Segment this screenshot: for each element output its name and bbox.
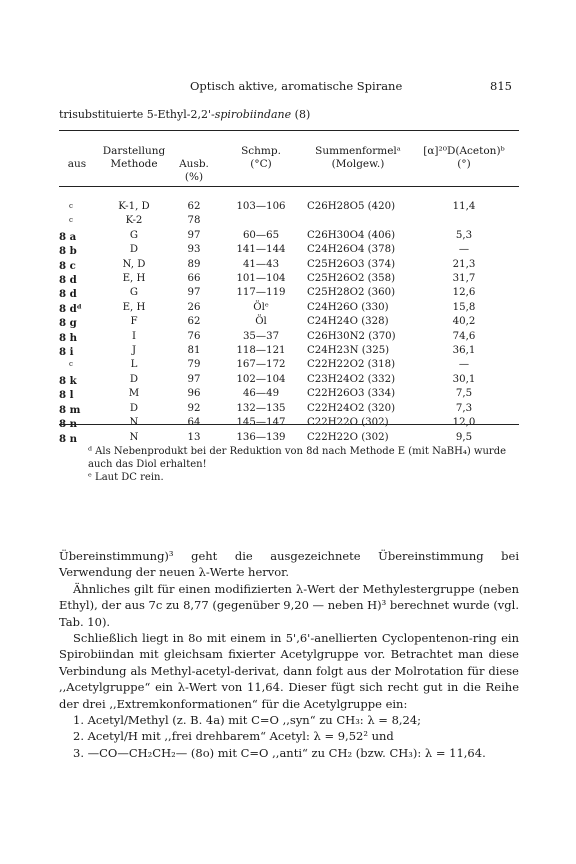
cell-schmp: 136—139 bbox=[236, 431, 286, 443]
table-row bbox=[59, 214, 519, 228]
cell-ausb: 78 bbox=[187, 215, 201, 227]
cell-aus bbox=[59, 272, 95, 286]
cell-ausb: 92 bbox=[187, 402, 201, 414]
cell-formel: C26H30O4 (406) bbox=[307, 229, 396, 241]
col-header-formel-line1: Summenformelᵃ bbox=[315, 145, 401, 157]
paragraph: Schließlich liegt in 8o mit einem in 5',6'-anellierten Cyclopentenon-ring ein Spirobiindan mit gleichsam fixierter Acetylgruppe vor. Betrachtet man diese Verbindung als Methyl-acetyl-derivat, dann folgt aus der Molrotation für diese ,,Acetylgruppe“ ein λ-Wert von 11,64. Dieser fügt sich recht gut in die Reihe der drei ,,Extremkonformationen“ für die Acetylgruppe ein: bbox=[59, 631, 519, 711]
table-row bbox=[59, 344, 519, 358]
cell-methode: M bbox=[128, 388, 140, 400]
table-row bbox=[59, 330, 519, 344]
cell-aus-value: 8 dᵈ bbox=[59, 302, 82, 315]
cell-aus bbox=[59, 258, 95, 272]
cell-formel: C24H26O (330) bbox=[307, 301, 389, 313]
col-header-darstellung bbox=[95, 145, 173, 171]
cell-aus-value: 8 m bbox=[59, 403, 81, 416]
cell-aus bbox=[59, 373, 95, 387]
cell-schmp: 41—43 bbox=[242, 258, 280, 270]
cell-formel bbox=[307, 214, 409, 228]
cell-methode: G bbox=[129, 229, 139, 241]
cell-ausb: 96 bbox=[187, 388, 201, 400]
cell-aus-mark bbox=[77, 332, 87, 340]
cell-aus bbox=[59, 301, 95, 315]
cell-alpha: 5,3 bbox=[455, 229, 473, 241]
cell-schmp: 101—104 bbox=[236, 273, 286, 285]
cell-aus bbox=[59, 286, 95, 300]
cell-methode: I bbox=[131, 330, 137, 342]
cell-methode: N, D bbox=[122, 258, 146, 270]
cell-methode: D bbox=[129, 402, 139, 414]
table-body bbox=[59, 200, 519, 445]
cell-aus-value: 8 n bbox=[59, 432, 78, 445]
cell-aus bbox=[59, 431, 95, 445]
table-row bbox=[59, 431, 519, 445]
cell-aus-mark bbox=[74, 346, 84, 354]
cell-aus-value: 8 d bbox=[59, 288, 77, 301]
col-header-formel bbox=[307, 145, 409, 171]
cell-ausb: 62 bbox=[187, 316, 201, 328]
table-row bbox=[59, 229, 519, 243]
cell-schmp: 141—144 bbox=[236, 244, 286, 256]
cell-alpha: — bbox=[458, 244, 470, 256]
col-header-formel-line2: (Molgew.) bbox=[331, 158, 385, 170]
table-row bbox=[59, 258, 519, 272]
cell-formel: C25H26O3 (374) bbox=[307, 258, 396, 270]
cell-methode: N bbox=[129, 431, 139, 443]
cell-aus-mark bbox=[74, 389, 84, 397]
cell-schmp: 117—119 bbox=[236, 287, 286, 299]
col-header-alpha-line2: (°) bbox=[457, 158, 471, 170]
cell-formel: C24H24O (328) bbox=[307, 316, 389, 328]
cell-ausb: 26 bbox=[187, 301, 201, 313]
table-row bbox=[59, 243, 519, 257]
cell-aus bbox=[59, 330, 95, 344]
cell-schmp: 35—37 bbox=[242, 330, 280, 342]
cell-methode: G bbox=[129, 287, 139, 299]
cell-ausb: 97 bbox=[187, 373, 201, 385]
col-header-darstellung-line1: Darstellung bbox=[102, 145, 166, 157]
cell-methode: E, H bbox=[122, 301, 146, 313]
cell-ausb: 79 bbox=[187, 359, 201, 371]
cell-aus bbox=[59, 243, 95, 257]
cell-alpha: 15,8 bbox=[452, 301, 476, 313]
cell-schmp: 132—135 bbox=[236, 402, 286, 414]
cell-methode: K-1, D bbox=[118, 201, 150, 212]
cell-formel: C22H22O (302) bbox=[307, 417, 389, 429]
cell-methode: D bbox=[129, 244, 139, 256]
table-header-rule bbox=[59, 186, 519, 187]
cell-schmp: Ölᵉ bbox=[253, 301, 269, 313]
col-header-schmp bbox=[215, 145, 307, 171]
cell-alpha: 40,2 bbox=[452, 316, 476, 328]
table-bottom-rule bbox=[59, 424, 519, 425]
cell-alpha: 9,5 bbox=[455, 431, 473, 443]
cell-aus bbox=[59, 229, 95, 243]
cell-alpha bbox=[409, 214, 519, 228]
cell-aus-mark bbox=[77, 375, 87, 383]
table-row bbox=[59, 200, 519, 214]
cell-alpha: 11,4 bbox=[452, 201, 476, 212]
cell-methode: D bbox=[129, 373, 139, 385]
table-caption bbox=[59, 108, 310, 121]
cell-alpha: 12,6 bbox=[452, 287, 476, 299]
cell-ausb: 13 bbox=[187, 431, 201, 443]
cell-ausb: 97 bbox=[187, 229, 201, 241]
cell-ausb: 93 bbox=[187, 244, 201, 256]
cell-aus-value: 8 i bbox=[59, 346, 74, 359]
list-item: 3. —CO—CH₂CH₂— (8o) mit C=O ,,anti“ zu CH₂ (bzw. CH₃): λ = 11,64. bbox=[73, 745, 486, 760]
cell-ausb: 89 bbox=[187, 258, 201, 270]
cell-schmp bbox=[215, 214, 307, 228]
cell-formel: C25H28O2 (360) bbox=[307, 287, 396, 299]
cell-alpha: 30,1 bbox=[452, 373, 476, 385]
cell-formel: C22H26O3 (334) bbox=[307, 388, 396, 400]
cell-alpha: — bbox=[458, 359, 470, 371]
cell-aus-mark: c bbox=[69, 202, 73, 210]
cell-aus-value: 8 k bbox=[59, 374, 77, 387]
cell-formel: C25H26O2 (358) bbox=[307, 273, 396, 285]
cell-formel: C22H22O (302) bbox=[307, 431, 389, 443]
list-item: 2. Acetyl/H mit ,,frei drehbarem“ Acetyl: λ = 9,52² und bbox=[73, 729, 394, 744]
data-table bbox=[59, 200, 519, 445]
footnote-e: ᵉ Laut DC rein. bbox=[88, 472, 164, 483]
cell-aus-value: 8 g bbox=[59, 317, 77, 330]
cell-aus-mark bbox=[76, 231, 86, 239]
page-number: 815 bbox=[490, 79, 512, 93]
caption-italic: spirobiindane bbox=[214, 108, 292, 121]
col-header-ausb bbox=[173, 158, 215, 184]
cell-formel: C22H24O2 (320) bbox=[307, 402, 396, 414]
cell-aus-mark bbox=[76, 260, 86, 268]
cell-formel: C26H28O5 (420) bbox=[307, 201, 396, 212]
cell-formel: C24H26O4 (378) bbox=[307, 244, 396, 256]
cell-formel: C23H24O2 (332) bbox=[307, 373, 396, 385]
cell-schmp: 145—147 bbox=[236, 417, 286, 429]
cell-schmp: 103—106 bbox=[236, 201, 286, 212]
table-row bbox=[59, 301, 519, 315]
cell-aus-mark: c bbox=[69, 360, 73, 369]
cell-alpha: 21,3 bbox=[452, 258, 476, 270]
table-row bbox=[59, 402, 519, 416]
caption-suffix: (8) bbox=[291, 108, 311, 121]
cell-alpha: 36,1 bbox=[452, 345, 476, 357]
table-row bbox=[59, 286, 519, 300]
cell-formel: C24H23N (325) bbox=[307, 345, 390, 357]
col-header-ausb-line1: Ausb. bbox=[179, 158, 209, 170]
col-header-aus-label: aus bbox=[67, 158, 87, 170]
cell-aus-value: 8 a bbox=[59, 230, 77, 243]
cell-methode: J bbox=[131, 345, 137, 357]
cell-aus-mark bbox=[80, 404, 90, 412]
col-header-schmp-line1: Schmp. bbox=[241, 145, 281, 157]
cell-aus-value: 8 b bbox=[59, 245, 77, 258]
cell-alpha: 31,7 bbox=[452, 273, 476, 285]
cell-aus-mark bbox=[77, 317, 87, 325]
cell-ausb: 81 bbox=[187, 345, 201, 357]
table-row bbox=[59, 358, 519, 372]
footnotes bbox=[88, 445, 518, 484]
cell-schmp: 46—49 bbox=[242, 388, 280, 400]
cell-schmp: 167—172 bbox=[236, 359, 286, 371]
cell-aus-value: 8 d bbox=[59, 274, 77, 287]
col-header-alpha bbox=[409, 145, 519, 171]
cell-methode: F bbox=[130, 316, 138, 328]
col-header-alpha-line1: [α]²⁰D(Aceton)ᵇ bbox=[423, 145, 505, 157]
paragraph: Ähnliches gilt für einen modifizierten λ-Wert der Methylestergruppe (neben Ethyl), der aus 7c zu 8,77 (gegenüber 9,20 — neben H)³ berechnet wurde (vgl. Tab. 10). bbox=[59, 581, 519, 629]
cell-methode: N bbox=[129, 417, 139, 429]
cell-aus-value: 8 c bbox=[59, 259, 76, 272]
cell-methode: E, H bbox=[122, 273, 146, 285]
table-top-rule bbox=[59, 130, 519, 131]
cell-schmp: 102—104 bbox=[236, 373, 286, 385]
cell-aus bbox=[59, 344, 95, 358]
col-header-darstellung-line2: Methode bbox=[110, 158, 158, 170]
cell-ausb: 66 bbox=[187, 273, 201, 285]
list-item: 1. Acetyl/Methyl (z. B. 4a) mit C=O ,,syn“ zu CH₃: λ = 8,24; bbox=[73, 713, 422, 728]
cell-alpha: 12,0 bbox=[452, 417, 476, 429]
cell-alpha: 74,6 bbox=[452, 330, 476, 342]
cell-aus-value: 8 h bbox=[59, 331, 78, 344]
footnote-d: ᵈ Als Nebenprodukt bei der Reduktion von 8d nach Methode E (mit NaBH₄) wurde auch das Diol erhalten! bbox=[88, 446, 507, 470]
col-header-ausb-line2: (%) bbox=[184, 171, 204, 183]
cell-ausb: 97 bbox=[187, 287, 201, 299]
cell-schmp: 60—65 bbox=[242, 229, 280, 241]
cell-schmp: 118—121 bbox=[236, 345, 286, 357]
cell-aus bbox=[59, 315, 95, 329]
cell-aus-mark bbox=[82, 303, 92, 311]
cell-methode: L bbox=[130, 359, 138, 371]
cell-aus-mark: c bbox=[69, 216, 73, 225]
cell-ausb: 64 bbox=[187, 417, 201, 429]
cell-schmp: Öl bbox=[255, 316, 267, 328]
cell-aus bbox=[59, 200, 95, 214]
cell-ausb: 76 bbox=[187, 330, 201, 342]
table-row bbox=[59, 373, 519, 387]
table-row bbox=[59, 387, 519, 401]
caption-prefix: trisubstituierte 5-Ethyl-2,2'- bbox=[59, 108, 215, 121]
cell-formel: C22H22O2 (318) bbox=[307, 359, 396, 371]
cell-aus-mark bbox=[77, 288, 87, 296]
cell-aus-mark bbox=[77, 274, 87, 282]
paragraph: Übereinstimmung)³ geht die ausgezeichnete Übereinstimmung bei Verwendung der neuen λ-Werte hervor. bbox=[59, 549, 519, 580]
cell-aus bbox=[59, 358, 95, 372]
cell-aus-value: 8 n bbox=[59, 418, 78, 431]
running-title: Optisch aktive, aromatische Spirane bbox=[190, 79, 403, 93]
cell-alpha: 7,3 bbox=[455, 402, 473, 414]
cell-aus bbox=[59, 402, 95, 416]
cell-aus-mark bbox=[77, 433, 87, 441]
cell-aus-value: 8 l bbox=[59, 389, 74, 402]
table-row bbox=[59, 272, 519, 286]
col-header-schmp-line2: (°C) bbox=[250, 158, 272, 170]
cell-aus bbox=[59, 214, 95, 228]
cell-aus-mark bbox=[77, 245, 87, 253]
cell-alpha: 7,5 bbox=[455, 388, 473, 400]
cell-aus bbox=[59, 387, 95, 401]
col-header-aus bbox=[59, 145, 95, 171]
cell-ausb: 62 bbox=[187, 201, 201, 212]
cell-methode: K-2 bbox=[125, 215, 143, 227]
table-row bbox=[59, 315, 519, 329]
cell-formel: C26H30N2 (370) bbox=[307, 330, 396, 342]
body-text bbox=[59, 548, 519, 761]
